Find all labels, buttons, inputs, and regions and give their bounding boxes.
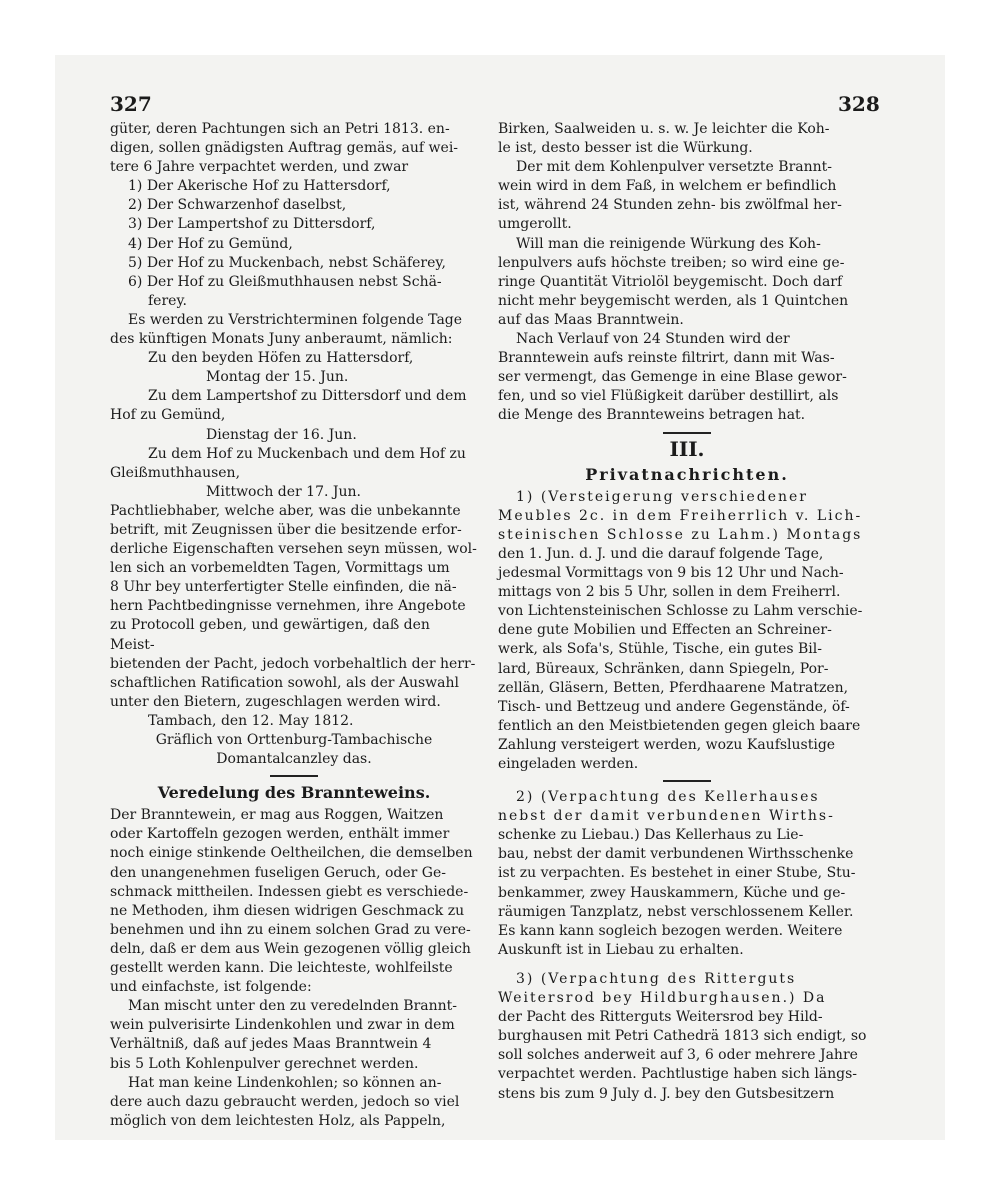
body-line: lenpulvers aufs höchste treiben; so wird eine ge- (498, 254, 845, 271)
notice-divider (663, 780, 711, 782)
body-line: ist zu verpachten. Es bestehet in einer Stube, Stu- (498, 865, 856, 882)
intro-line: tere 6 Jahre verpachtet werden, und zwar (110, 159, 409, 176)
text-line: des künftigen Monats Juny anberaumt, nämlich: (110, 331, 453, 348)
body-line: Verhältniß, daß auf jedes Maas Branntwein 4 (110, 1036, 432, 1053)
notice-title: Meubles 2c. in dem Freiherrlich v. Lich- (498, 507, 863, 524)
section-divider (270, 775, 318, 777)
body-line: dere auch dazu gebraucht werden, jedoch so viel (110, 1093, 460, 1110)
notice-title: steinischen Schlosse zu Lahm.) Montags (498, 526, 863, 543)
body-line: auf das Maas Branntwein. (498, 311, 684, 328)
body-line: Nach Verlauf von 24 Stunden wird der (516, 331, 790, 348)
body-line: eingeladen werden. (498, 756, 639, 772)
right-column (498, 120, 876, 1104)
notice-title: Weitersrod bey Hildburghausen.) Da (498, 990, 827, 1007)
body-line: derliche Eigenschaften versehen seyn müssen, wol- (110, 541, 477, 558)
body-line: bau, nebst der damit verbundenen Wirthsschenke (498, 846, 854, 863)
body-line: fentlich an den Meistbietenden gegen gleich baare (498, 717, 861, 734)
notice-title: nebst der damit verbundenen Wirths- (498, 808, 835, 825)
body-line: schmack mittheilen. Indessen giebt es verschiede- (110, 883, 469, 900)
body-line: deln, daß er dem aus Wein gezogenen völlig gleich (110, 940, 471, 957)
body-line: benkammer, zwey Hauskammern, Küche und ge- (498, 884, 846, 901)
list-item: 3) Der Lampertshof zu Dittersdorf, (128, 216, 376, 233)
place-date: Tambach, den 12. May 1812. (148, 712, 354, 729)
body-line: le ist, desto besser ist die Würkung. (498, 140, 753, 157)
body-line: noch einige stinkende Oeltheilchen, die demselben (110, 845, 473, 862)
schedule-line: Hof zu Gemünd, (110, 407, 226, 424)
body-line: fen, und so viel Flüßigkeit darüber destillirt, als (498, 388, 839, 405)
body-line: bietenden der Pacht, jedoch vorbehaltlich der herr- (110, 655, 476, 672)
body-line: hern Pachtbedingnisse vernehmen, ihre Angebote (110, 598, 466, 615)
body-line: zellän, Gläsern, Betten, Pferdhaarene Matratzen, (498, 679, 849, 696)
section-heading: Privatnachrichten. (585, 464, 789, 484)
body-line: Hat man keine Lindenkohlen; so können an- (128, 1074, 442, 1091)
schedule-line: Gleißmuthhausen, (110, 464, 241, 481)
list-item: 5) Der Hof zu Muckenbach, nebst Schäferey, (128, 254, 446, 271)
body-line: Auskunft ist in Liebau zu erhalten. (498, 941, 744, 958)
body-line: Will man die reinigende Würkung des Koh- (516, 235, 821, 252)
body-line: oder Kartoffeln gezogen werden, enthält immer (110, 826, 450, 843)
schedule-line: Zu den beyden Höfen zu Hattersdorf, (148, 350, 414, 367)
list-item: 1) Der Akerische Hof zu Hattersdorf, (128, 178, 391, 195)
section-divider (663, 432, 711, 434)
body-line: wein wird in dem Faß, in welchem er befindlich (498, 178, 837, 195)
body-line: ser vermengt, das Gemenge in eine Blase gewor- (498, 369, 847, 386)
body-line: ringe Quantität Vitriolöl beygemischt. Doch darf (498, 273, 843, 290)
schedule-date: Montag der 15. Jun. (206, 369, 349, 386)
body-line: Man mischt unter den zu veredelnden Brannt- (128, 998, 458, 1015)
list-item: 4) Der Hof zu Gemünd, (128, 235, 293, 252)
body-line: mittags von 2 bis 5 Uhr, sollen in dem Freiherrl. (498, 584, 841, 601)
page-number-left: 327 (110, 92, 152, 116)
body-line: Pachtliebhaber, welche aber, was die unbekannte (110, 502, 461, 519)
body-line: ist, während 24 Stunden zehn- bis zwölfmal her- (498, 197, 842, 214)
section-number: III. (669, 436, 705, 461)
body-line: soll solches anderweit auf 3, 6 oder mehrere Jahre (498, 1047, 858, 1064)
notice-title: 1) (Versteigerung verschiedener (516, 488, 808, 505)
body-line: schaftlichen Ratification sowohl, als der Auswahl (110, 674, 460, 691)
body-line: der Pacht des Ritterguts Weitersrod bey Hild- (498, 1009, 823, 1026)
body-line: dene gute Mobilien und Effecten an Schreiner- (498, 622, 832, 639)
list-item: 2) Der Schwarzenhof daselbst, (128, 197, 347, 214)
schedule-line: Zu dem Hof zu Muckenbach und dem Hof zu (148, 445, 466, 462)
body-line: nicht mehr beygemischt werden, als 1 Quintchen (498, 292, 849, 309)
body-line: werk, als Sofa's, Stühle, Tische, ein gutes Bil- (498, 641, 822, 658)
left-column (110, 120, 478, 1131)
body-line: ne Methoden, ihm diesen widrigen Geschmack zu (110, 902, 465, 919)
list-item-continuation: ferey. (148, 292, 187, 309)
body-line: Der mit dem Kohlenpulver versetzte Brannt- (516, 159, 832, 176)
body-line: umgerollt. (498, 216, 572, 233)
intro-line: digen, sollen gnädigsten Auftrag gemäs, auf wei- (110, 140, 459, 157)
body-line: wein pulverisirte Lindenkohlen und zwar in dem (110, 1017, 455, 1034)
body-line: Zahlung versteigert werden, wozu Kaufslustige (498, 736, 836, 753)
schedule-date: Mittwoch der 17. Jun. (206, 483, 361, 500)
body-line: Tisch- und Bettzeug und andere Gegenstände, öf- (498, 698, 850, 715)
list-item: 6) Der Hof zu Gleißmuthhausen nebst Schä- (128, 273, 442, 290)
body-line: unter den Bietern, zugeschlagen werden wird. (110, 693, 441, 710)
text-line: Es werden zu Verstrichterminen folgende Tage (128, 311, 463, 328)
body-line: Branntewein aufs reinste filtrirt, dann mit Was- (498, 350, 835, 367)
body-line: gestellt werden kann. Die leichteste, wohlfeilste (110, 960, 453, 977)
body-line: Der Branntewein, er mag aus Roggen, Waitzen (110, 807, 444, 824)
body-line: räumigen Tanzplatz, nebst verschlossenem Keller. (498, 903, 854, 920)
body-line: die Menge des Brannteweins betragen hat. (498, 407, 806, 424)
section-heading: Veredelung des Brannteweins. (157, 783, 431, 803)
body-line: möglich von dem leichtesten Holz, als Pappeln, (110, 1112, 446, 1129)
body-line: jedesmal Vormittags von 9 bis 12 Uhr und Nach- (498, 565, 844, 582)
body-line: len sich an vorbemeldten Tagen, Vormittags um (110, 560, 450, 577)
schedule-line: Zu dem Lampertshof zu Dittersdorf und dem (148, 388, 467, 405)
page-number-right: 328 (838, 92, 880, 116)
body-line: 8 Uhr bey unterfertigter Stelle einfinden, die nä- (110, 579, 457, 596)
body-line: betrift, mit Zeugnissen über die besitzende erfor- (110, 521, 462, 538)
body-line: verpachtet werden. Pachtlustige haben sich längs- (498, 1066, 858, 1083)
body-line: lard, Büreaux, Schränken, dann Spiegeln, Por- (498, 660, 829, 677)
intro-line: güter, deren Pachtungen sich an Petri 1813. en- (110, 121, 450, 137)
body-line: von Lichtensteinischen Schlosse zu Lahm verschie- (498, 603, 863, 620)
body-line: burghausen mit Petri Cathedrä 1813 sich endigt, so (498, 1028, 867, 1045)
body-line: den 1. Jun. d. J. und die darauf folgende Tage, (498, 545, 824, 562)
body-line: schenke zu Liebau.) Das Kellerhaus zu Lie- (498, 827, 804, 844)
body-line: den unangenehmen fuseligen Geruch, oder Ge- (110, 864, 446, 881)
spacer (498, 960, 876, 970)
signature-line: Gräflich von Orttenburg-Tambachische (155, 732, 433, 748)
signature-line: Domantalcanzley das. (216, 751, 372, 768)
body-line: bis 5 Loth Kohlenpulver gerechnet werden. (110, 1055, 419, 1072)
body-line: Birken, Saalweiden u. s. w. Je leichter die Koh- (498, 121, 830, 137)
schedule-date: Dienstag der 16. Jun. (206, 426, 357, 443)
body-line: benehmen und ihn zu einem solchen Grad zu vere- (110, 921, 471, 938)
body-line: zu Protocoll geben, und gewärtigen, daß den Meist- (110, 617, 430, 653)
notice-title: 2) (Verpachtung des Kellerhauses (516, 789, 820, 806)
body-line: Es kann kann sogleich bezogen werden. Weitere (498, 922, 843, 939)
body-line: stens bis zum 9 July d. J. bey den Gutsbesitzern (498, 1085, 835, 1102)
body-line: und einfachste, ist folgende: (110, 979, 312, 996)
notice-title: 3) (Verpachtung des Ritterguts (516, 970, 797, 987)
